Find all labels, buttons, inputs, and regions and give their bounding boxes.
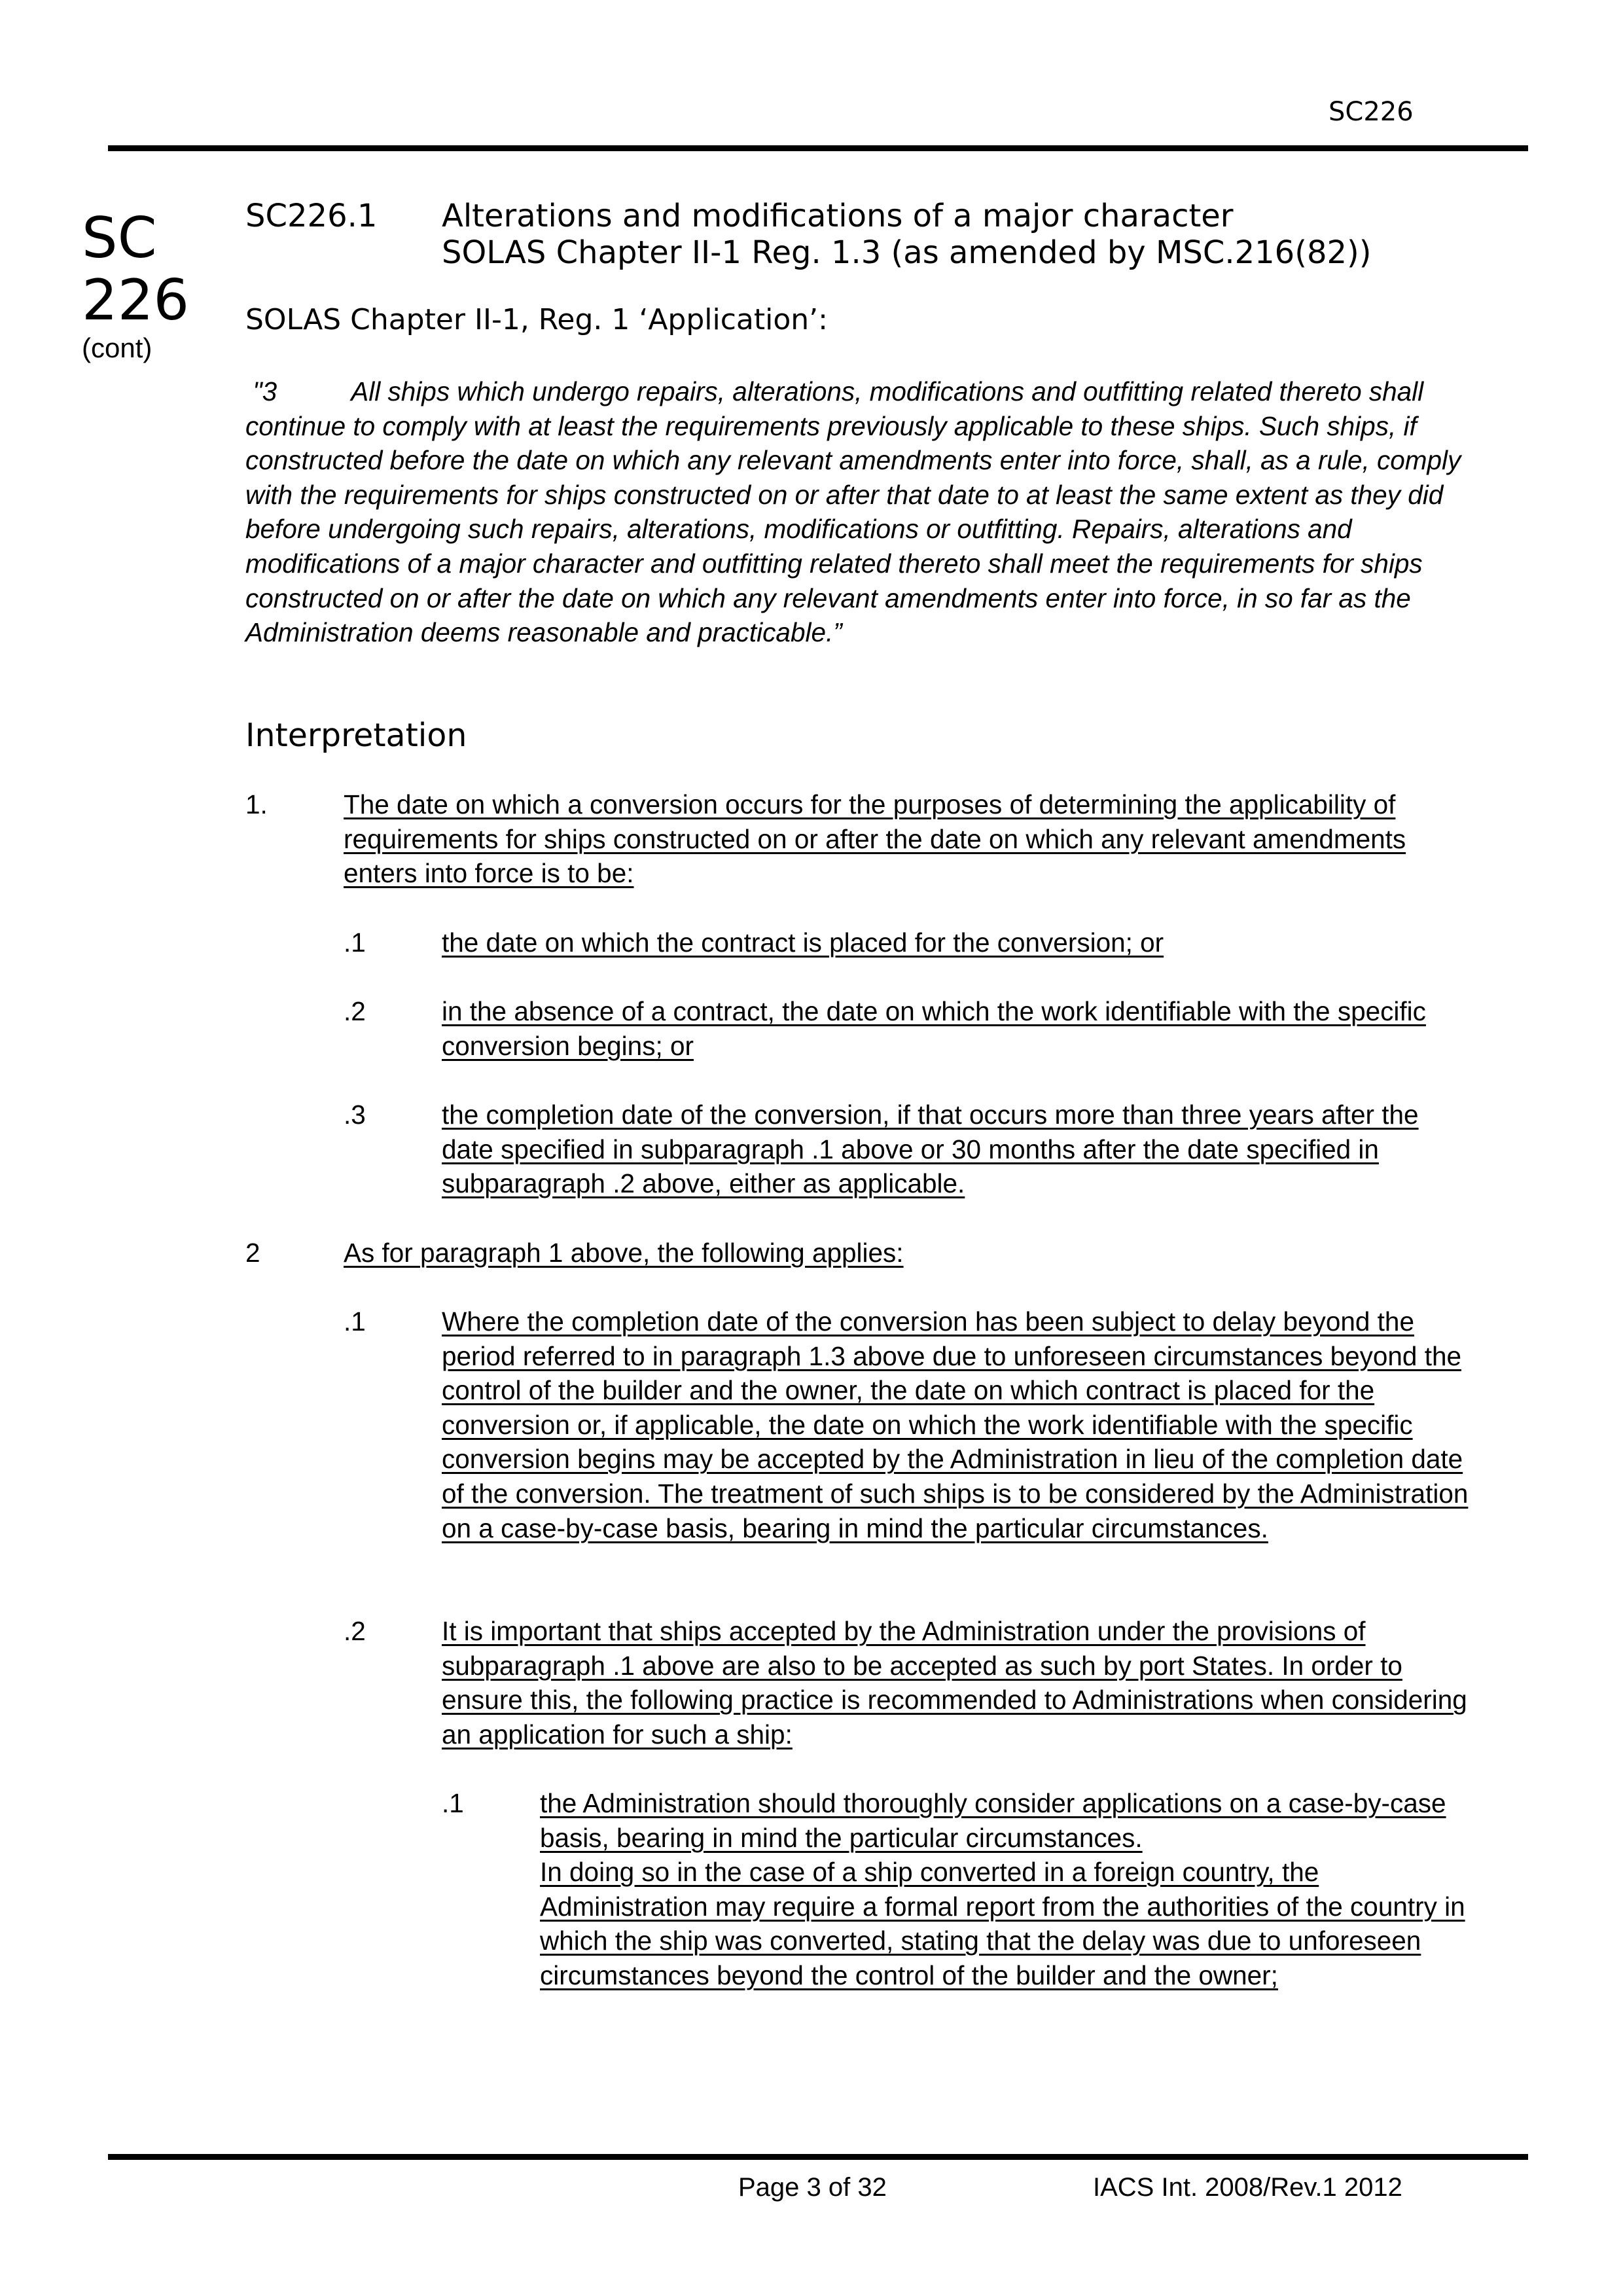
subparagraph-text: the completion date of the conversion, if that occurs more than three years after the date specified in subparagraph .1 above or 30 months after the date specified in subparagraph .2 above, either as applicable. bbox=[442, 1100, 1419, 1199]
margin-sc: SC bbox=[82, 206, 157, 271]
section-title-line2: SOLAS Chapter II-1 Reg. 1.3 (as amended by MSC.216(82)) bbox=[442, 234, 1372, 271]
paragraph-2 bbox=[245, 1236, 1443, 1270]
subparagraph-label: .2 bbox=[344, 1616, 366, 1646]
quoted-regulation bbox=[245, 374, 1489, 650]
paragraph-1 bbox=[245, 787, 1443, 891]
paragraph-1-sub-1 bbox=[344, 925, 1456, 960]
document-reference: IACS Int. 2008/Rev.1 2012 bbox=[1093, 2173, 1402, 2202]
paragraph-2-sub-2-sub-1 bbox=[442, 1786, 1476, 1993]
subparagraph-text-continued: In doing so in the case of a ship converted in a foreign country, the Administration may require a formal report from the authorities of the country in which the ship was converted, stating that the delay was due to unforeseen circumstances beyond the control of the builder and the owner; bbox=[540, 1857, 1465, 1990]
subparagraph-text: Where the completion date of the conversion has been subject to delay beyond the period referred to in paragraph 1.3 above due to unforeseen circumstances beyond the control of the builder and the owner, the date on which contract is placed for the conversion or, if applicable, the date on which the work identifiable with the specific conversion begins may be accepted by the Administration in lieu of the completion date of the conversion. The treatment of such ships is to be considered by the Administration on a case-by-case basis, bearing in mind the particular circumstances. bbox=[442, 1306, 1469, 1543]
header-code: SC226 bbox=[1329, 97, 1414, 127]
margin-cont: (cont) bbox=[82, 332, 152, 363]
margin-tag bbox=[82, 208, 189, 364]
paragraph-1-sub-3 bbox=[344, 1098, 1469, 1201]
footer-rule bbox=[108, 2154, 1528, 2160]
subparagraph-text: in the absence of a contract, the date on which the work identifiable with the specific conversion begins; or bbox=[442, 996, 1426, 1061]
subparagraph-label: .3 bbox=[344, 1100, 366, 1130]
section-number: SC226.1 bbox=[245, 198, 378, 234]
header-rule bbox=[108, 145, 1528, 151]
paragraph-text: As for paragraph 1 above, the following applies: bbox=[344, 1238, 904, 1268]
paragraph-2-sub-2 bbox=[344, 1614, 1469, 1751]
section-title-line1: Alterations and modifications of a major character bbox=[442, 198, 1234, 234]
paragraph-2-sub-1 bbox=[344, 1304, 1469, 1545]
margin-number: 226 bbox=[82, 268, 190, 333]
subparagraph-text: the Administration should thoroughly consider applications on a case-by-case basis, bearing in mind the particular circumstances. bbox=[540, 1788, 1446, 1853]
paragraph-1-sub-2 bbox=[344, 994, 1469, 1063]
subparagraph-label: .1 bbox=[442, 1788, 464, 1818]
subparagraph-label: .2 bbox=[344, 996, 366, 1026]
quote-number: "3 bbox=[253, 376, 277, 406]
page-number: Page 3 of 32 bbox=[738, 2173, 887, 2202]
quote-text: All ships which undergo repairs, alterations, modifications and outfitting related thereto shall continue to comply with at least the requirements previously applicable to these ships. Such ships, if constructed before the date on which any relevant amendments enter into force, shall, as a rule, comply with the requirements for ships constructed on or after that date to at least the same extent as they did before undergoing such repairs, alterations, modifications or outfitting. Repairs, alterations and modifications of a major character and outfitting related thereto shall meet the requirements for ships constructed on or after the date on which any relevant amendments enter into force, in so far as the Administration deems reasonable and practicable.” bbox=[245, 376, 1461, 648]
paragraph-text: The date on which a conversion occurs for the purposes of determining the applicability of requirements for ships constructed on or after the date on which any relevant amendments enters into force is to be: bbox=[344, 789, 1406, 889]
paragraph-label: 1. bbox=[245, 789, 268, 819]
subparagraph-text: the date on which the contract is placed for the conversion; or bbox=[442, 927, 1164, 958]
subparagraph-label: .1 bbox=[344, 927, 366, 958]
section-title bbox=[442, 198, 1371, 271]
paragraph-label: 2 bbox=[245, 1238, 260, 1268]
subparagraph-label: .1 bbox=[344, 1306, 366, 1336]
regulation-reference: SOLAS Chapter II-1, Reg. 1 ‘Application’: bbox=[245, 303, 828, 336]
subparagraph-text: It is important that ships accepted by the Administration under the provisions of subparagraph .1 above are also to be accepted as such by port States. In order to ensure this, the following practice is recommended to Administrations when considering an application for such a ship: bbox=[442, 1616, 1467, 1749]
interpretation-heading: Interpretation bbox=[245, 717, 467, 754]
